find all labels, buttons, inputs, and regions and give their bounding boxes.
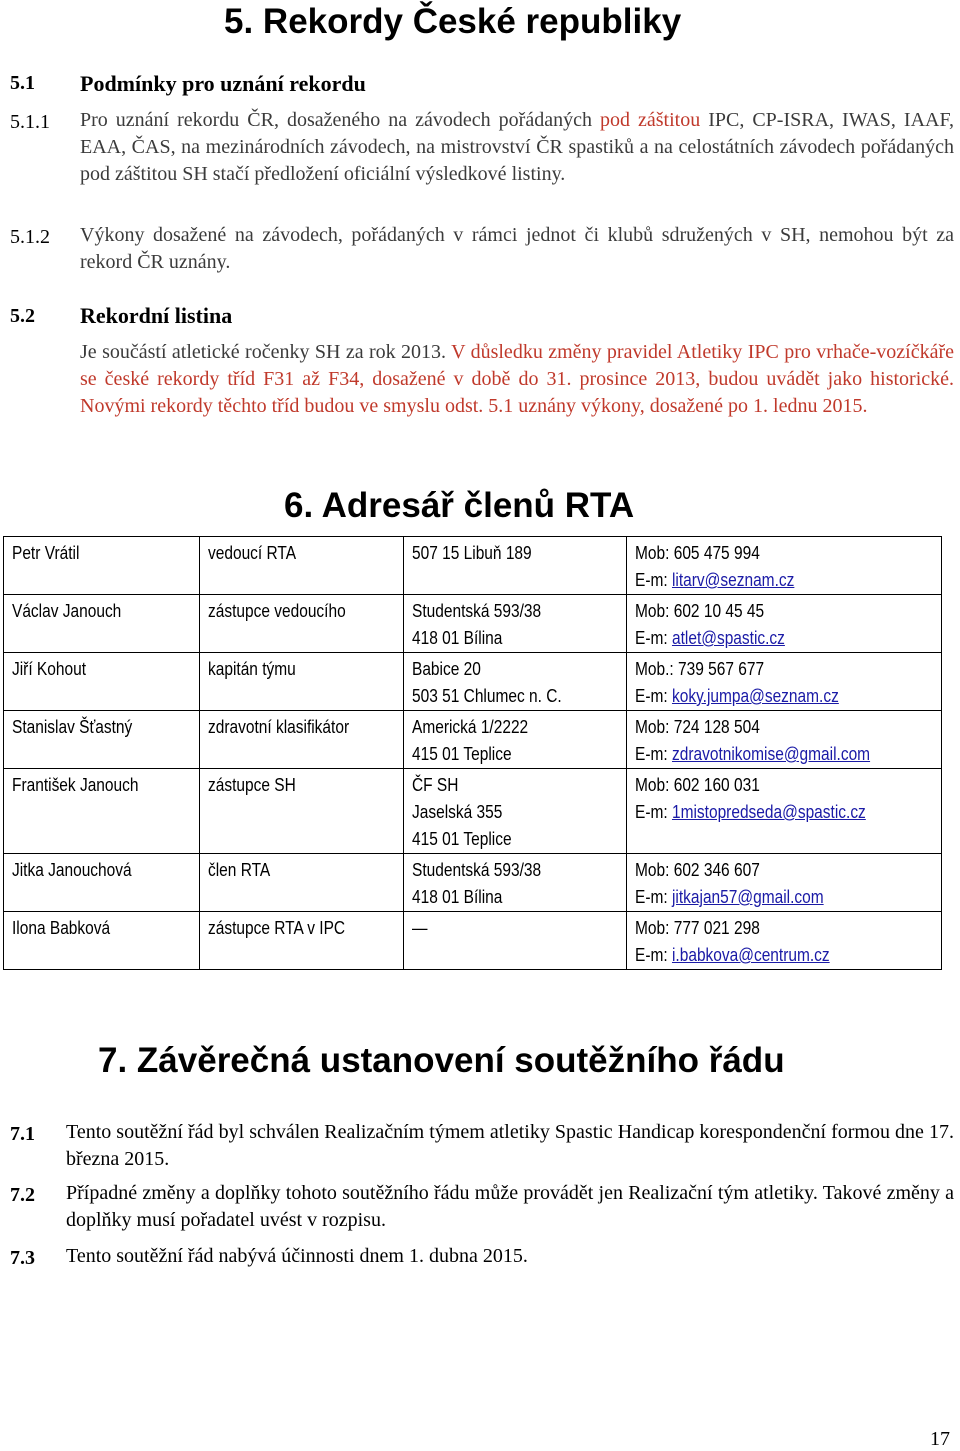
member-contact: Mob: 724 128 504 E-m: zdravotnikomise@gmail.com — [635, 714, 898, 768]
section-7-title: 7. Závěrečná ustanovení soutěžního řádu — [98, 1041, 785, 1080]
section-5-1-title: Podmínky pro uznání rekordu — [80, 71, 366, 96]
member-role: zdravotní klasifikátor — [207, 717, 349, 737]
section-7-3-number: 7.3 — [10, 1247, 35, 1269]
member-email-link[interactable]: koky.jumpa@seznam.cz — [672, 686, 840, 706]
section-5-1-1-number: 5.1.1 — [10, 111, 50, 133]
member-email-link[interactable]: litarv@seznam.cz — [672, 570, 795, 590]
section-5-2-text: Je součástí atletické ročenky SH za rok 2013. V důsledku změny pravidel Atletiky IPC pro vrhače-vozíčkáře se české rekordy tříd F31 až F34, dosažené v době do 31. prosince 2013, budou uvádět jako historické. Novými rekordy těchto tříd budou ve smyslu odst. 5.1 uznány výkony, dosažené po 1. lednu 2015. — [80, 341, 954, 417]
member-role: člen RTA — [207, 860, 270, 880]
section-5-title: 5. Rekordy České republiky — [224, 2, 682, 41]
member-address: ČF SH Jaselská 355 415 01 Teplice — [412, 775, 513, 849]
section-5-2-title: Rekordní listina — [80, 303, 233, 328]
section-7-2-number: 7.2 — [10, 1184, 35, 1206]
member-role: zástupce SH — [207, 775, 296, 795]
member-address: Americká 1/2222 415 01 Teplice — [412, 717, 529, 764]
member-phone: Mob: 605 475 994 — [635, 543, 761, 563]
member-address: — — [412, 918, 428, 938]
section-7-3-text: Tento soutěžní řád nabývá účinnosti dnem 1. dubna 2015. — [66, 1245, 528, 1267]
table-row — [4, 912, 942, 970]
member-name: Jitka Janouchová — [12, 860, 132, 880]
member-email-link[interactable]: zdravotnikomise@gmail.com — [672, 744, 871, 764]
member-email-link[interactable]: atlet@spastic.cz — [672, 628, 786, 648]
section-5-1-2-text: Výkony dosažené na závodech, pořádaných v rámci jednot či klubů sdružených v SH, nemohou být za rekord ČR uznány. — [80, 224, 954, 273]
section-7-2-text: Případné změny a doplňky tohoto soutěžního řádu může provádět jen Realizační tým atletiky. Takové změny a doplňky musí pořadatel uvést v rozpisu. — [66, 1182, 954, 1231]
member-directory-table — [3, 536, 942, 970]
section-6-title: 6. Adresář členů RTA — [284, 486, 635, 525]
member-contact: Mob.: 739 567 677 E-m: koky.jumpa@seznam.cz — [635, 656, 898, 710]
member-email-link[interactable]: jitkajan57@gmail.com — [672, 887, 824, 907]
member-phone: Mob: 602 160 031 — [635, 775, 761, 795]
section-7-1-number: 7.1 — [10, 1123, 35, 1145]
section-5-2-number: 5.2 — [10, 305, 35, 327]
member-address: Babice 20 503 51 Chlumec n. C. — [412, 659, 563, 706]
member-contact: Mob: 602 160 031 E-m: 1mistopredseda@spastic.cz — [635, 772, 898, 826]
member-address: Studentská 593/38 418 01 Bílina — [412, 860, 542, 907]
member-address: Studentská 593/38 418 01 Bílina — [412, 601, 542, 648]
section-5-1-2-number: 5.1.2 — [10, 226, 50, 248]
section-7-1-text: Tento soutěžní řád byl schválen Realizačním týmem atletiky Spastic Handicap korespondenční formou dne 17. března 2015. — [66, 1121, 954, 1170]
table-row — [4, 854, 942, 912]
member-phone: Mob: 602 346 607 — [635, 860, 761, 880]
member-name: Petr Vrátil — [12, 543, 80, 563]
member-contact: Mob: 602 346 607 E-m: jitkajan57@gmail.com — [635, 857, 898, 911]
table-row — [4, 537, 942, 595]
table-row — [4, 653, 942, 711]
member-name: Ilona Babková — [12, 918, 111, 938]
member-contact: Mob: 777 021 298 E-m: i.babkova@centrum.cz — [635, 915, 898, 969]
member-contact: Mob: 602 10 45 45 E-m: atlet@spastic.cz — [635, 598, 898, 652]
section-5-1-number: 5.1 — [10, 72, 35, 94]
member-phone: Mob: 724 128 504 — [635, 717, 761, 737]
member-email-link[interactable]: 1mistopredseda@spastic.cz — [672, 802, 867, 822]
member-role: vedoucí RTA — [207, 543, 296, 563]
member-role: zástupce RTA v IPC — [207, 918, 345, 938]
table-row — [4, 595, 942, 653]
member-phone: Mob: 777 021 298 — [635, 918, 761, 938]
member-role: kapitán týmu — [207, 659, 296, 679]
member-name: Jiří Kohout — [12, 659, 87, 679]
page-number: 17 — [930, 1428, 950, 1450]
member-email-link[interactable]: i.babkova@centrum.cz — [672, 945, 830, 965]
member-address: 507 15 Libuň 189 — [412, 543, 533, 563]
member-name: František Janouch — [12, 775, 139, 795]
member-name: Stanislav Šťastný — [12, 717, 133, 737]
member-role: zástupce vedoucího — [207, 601, 346, 621]
member-name: Václav Janouch — [12, 601, 122, 621]
table-row — [4, 769, 942, 854]
section-5-1-1-text: Pro uznání rekordu ČR, dosaženého na závodech pořádaných pod záštitou IPC, CP-ISRA, IWAS, IAAF, EAA, ČAS, na mezinárodních závodech, na mistrovství ČR spastiků a na celostátních závodech pořádaných pod záštitou SH stačí předložení oficiální výsledkové listiny. — [80, 109, 954, 185]
member-phone: Mob: 602 10 45 45 — [635, 601, 765, 621]
member-contact: Mob: 605 475 994 E-m: litarv@seznam.cz — [635, 540, 898, 594]
member-phone: Mob.: 739 567 677 — [635, 659, 765, 679]
table-row — [4, 711, 942, 769]
